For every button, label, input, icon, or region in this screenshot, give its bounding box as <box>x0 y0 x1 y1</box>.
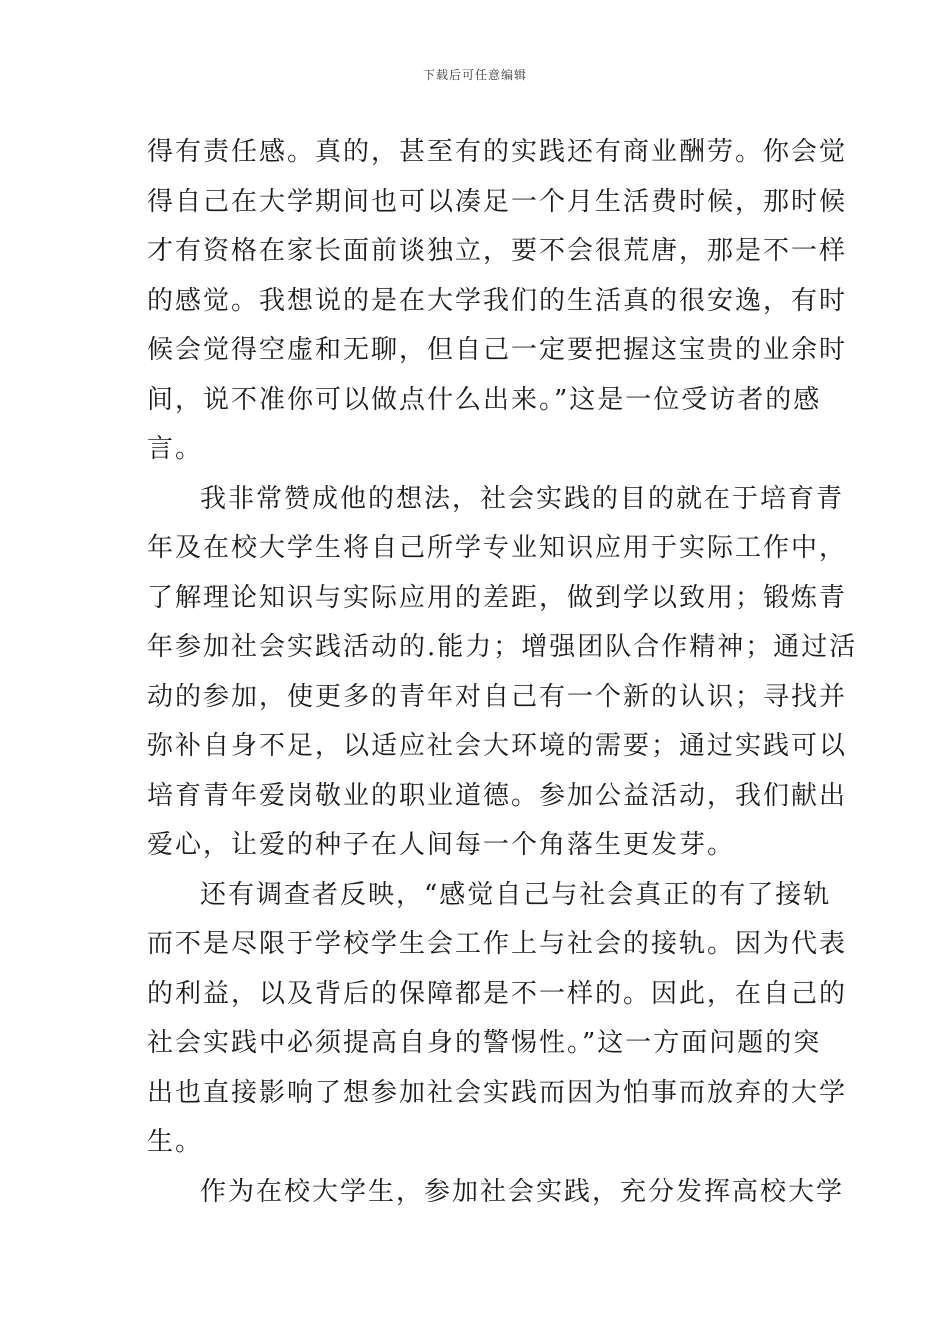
text-line: 社会实践中必须提高自身的警惕性。”这一方面问题的突 <box>147 1028 822 1058</box>
text-line: 言。 <box>147 434 204 464</box>
paragraph-first-line: 作为在校大学生，参加社会实践，充分发挥高校大学 <box>200 1176 845 1207</box>
text-line: 出也直接影响了想参加社会实践而因为怕事而放弃的大学 <box>147 1077 848 1108</box>
paragraph-first-line: 还有调查者反映，“感觉自己与社会真正的有了接轨 <box>200 879 832 910</box>
text-line: 才有资格在家长面前谈独立，要不会很荒唐，那是不一样 <box>147 236 848 266</box>
text-line: 得自己在大学期间也可以凑足一个月生活费时候，那时候 <box>147 186 848 217</box>
text-line: 得有责任感。真的，甚至有的实践还有商业酬劳。你会觉 <box>147 137 848 167</box>
text-line: 的感觉。我想说的是在大学我们的生活真的很安逸，有时 <box>147 285 848 316</box>
text-line: 候会觉得空虚和无聊，但自己一定要把握这宝贵的业余时 <box>147 335 848 365</box>
text-line: 弥补自身不足，以适应社会大环境的需要；通过实践可以 <box>147 731 848 761</box>
text-line: 间，说不准你可以做点什么出来。”这是一位受访者的感 <box>147 384 822 415</box>
text-line: 生。 <box>147 1127 204 1157</box>
text-line: 的利益，以及背后的保障都是不一样的。因此，在自己的 <box>147 978 848 1009</box>
page-header: 下载后可任意编辑 <box>422 68 527 82</box>
text-line: 了解理论知识与实际应用的差距，做到学以致用；锻炼青 <box>147 582 848 613</box>
document-body <box>147 128 858 1217</box>
text-line: 爱心，让爱的种子在人间每一个角落生更发芽。 <box>147 830 736 860</box>
text-line: 年及在校大学生将自己所学专业知识应用于实际工作中， <box>147 533 848 563</box>
text-line: 年参加社会实践活动的.能力；增强团队合作精神；通过活 <box>147 632 858 662</box>
text-line: 培育青年爱岗敬业的职业道德。参加公益活动，我们献出 <box>147 780 848 811</box>
text-line: 而不是尽限于学校学生会工作上与社会的接轨。因为代表 <box>147 929 848 959</box>
paragraph-first-line: 我非常赞成他的想法，社会实践的目的就在于培育青 <box>200 483 845 514</box>
text-line: 动的参加，使更多的青年对自己有一个新的认识；寻找并 <box>147 681 848 712</box>
